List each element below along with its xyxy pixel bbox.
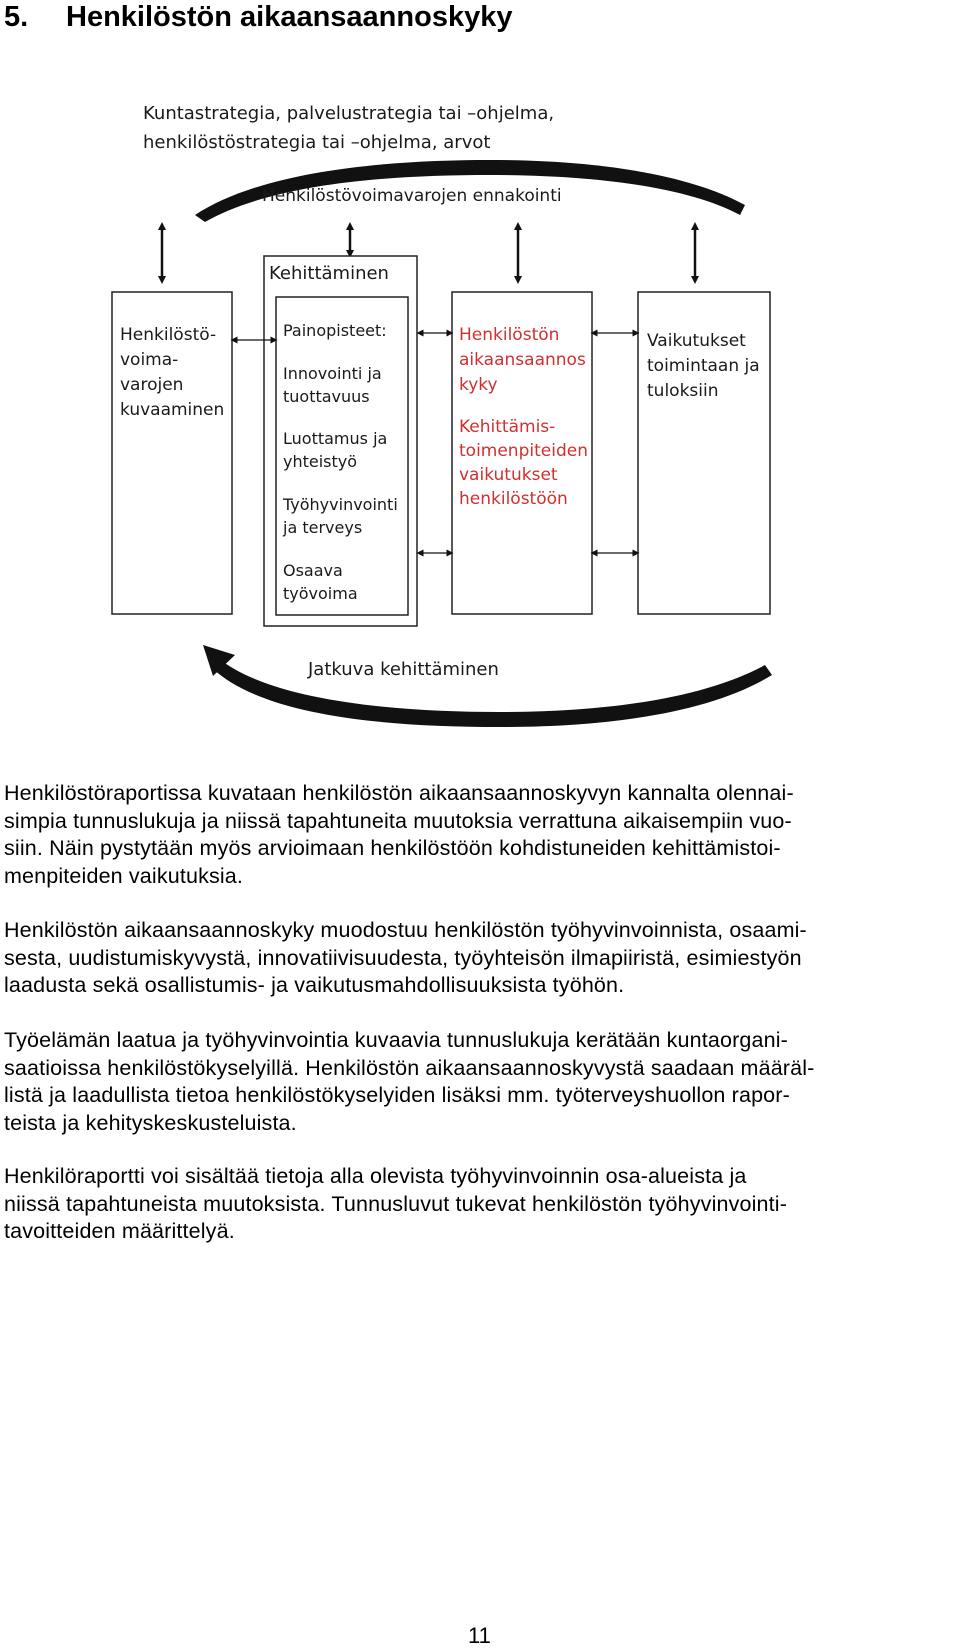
paragraph-line: saatioissa henkilöstökyselyillä. Henkilöstön aikaansaannoskyvystä saadaan määräl-: [4, 1055, 815, 1080]
box1-line: Henkilöstö-: [120, 325, 217, 345]
paragraph-line: siin. Näin pystytään myös arvioimaan henkilöstöön kohdistuneiden kehittämistoi-: [4, 836, 781, 860]
paragraph-4: [4, 1163, 956, 1246]
box2-line: tuottavuus: [283, 387, 370, 406]
paragraph-2: [4, 917, 956, 1000]
page-number: 11: [468, 1623, 491, 1648]
box3-line: henkilöstöön: [459, 489, 568, 509]
paragraph-line: Henkilöraportti voi sisältää tietoja alla olevista työhyvinvoinnin osa-alueista ja: [4, 1164, 747, 1188]
box2-line: Painopisteet:: [283, 321, 387, 340]
box4-line: toimintaan ja: [647, 356, 760, 376]
paragraph-line: simpia tunnuslukuja ja niissä tapahtuneita muutoksia verrattuna aikaisempiin vuo-: [4, 808, 792, 833]
paragraph-line: Työelämän laatua ja työhyvinvointia kuvaavia tunnuslukuja kerätään kuntaorgani-: [4, 1028, 788, 1052]
box2-line: työvoima: [283, 584, 358, 603]
paragraph-line: teista ja kehityskeskusteluista.: [4, 1110, 297, 1135]
diagram-top-line-2: henkilöstöstrategia tai –ohjelma, arvot: [143, 132, 491, 153]
box2-line: Työhyvinvointi: [283, 495, 398, 514]
box1-line: voima-: [120, 350, 179, 370]
box3-line: vaikutukset: [459, 465, 558, 485]
box2-line: Osaava: [283, 561, 343, 580]
box3-line: Henkilöstön: [459, 325, 560, 345]
box4-line: tuloksiin: [647, 381, 719, 401]
cycle-top-label: Henkilöstövoimavarojen ennakointi: [262, 186, 562, 206]
box2-line: Innovointi ja: [283, 364, 382, 383]
box2-line: ja terveys: [283, 518, 363, 537]
paragraph-1: [4, 780, 956, 890]
cycle-bottom-label: Jatkuva kehittäminen: [308, 659, 499, 680]
paragraph-3: [4, 1027, 956, 1137]
section-title: Henkilöstön aikaansaannoskyky: [66, 1, 513, 33]
aikaansaannoskyky-diagram: [0, 0, 960, 740]
diagram-top-line-1: Kuntastrategia, palvelustrategia tai –ohjelma,: [143, 103, 555, 124]
paragraph-line: menpiteiden vaikutuksia.: [4, 863, 244, 888]
paragraph-line: Henkilöstön aikaansaannoskyky muodostuu henkilöstön työhyvinvoinnista, osaami-: [4, 918, 807, 942]
paragraph-line: listä ja laadullista tietoa henkilöstökyselyiden lisäksi mm. työterveyshuollon rapor-: [4, 1083, 790, 1107]
paragraph-line: sesta, uudistumiskyvystä, innovatiivisuudesta, työyhteisön ilmapiiristä, esimiestyön: [4, 945, 802, 970]
section-number: 5.: [4, 1, 29, 33]
box1-line: varojen: [120, 375, 184, 395]
box3-line: toimenpiteiden: [459, 441, 588, 461]
paragraph-line: niissä tapahtuneista muutoksista. Tunnusluvut tukevat henkilöstön työhyvinvointi-: [4, 1191, 788, 1216]
kehittaminen-label: Kehittäminen: [269, 263, 389, 284]
paragraph-line: tavoitteiden määrittelyä.: [4, 1219, 235, 1243]
box1-line: kuvaaminen: [120, 400, 225, 420]
box4-line: Vaikutukset: [647, 331, 746, 351]
box3-line: aikaansaannos: [459, 350, 586, 370]
box2-line: Luottamus ja: [283, 429, 388, 448]
box3-line: Kehittämis-: [459, 417, 556, 437]
box3-line: kyky: [459, 375, 498, 395]
box2-line: yhteistyö: [283, 452, 358, 471]
paragraph-line: Henkilöstöraportissa kuvataan henkilöstön aikaansaannoskyvyn kannalta olennai-: [4, 781, 794, 805]
paragraph-line: laadusta sekä osallistumis- ja vaikutusmahdollisuuksista työhön.: [4, 973, 625, 997]
